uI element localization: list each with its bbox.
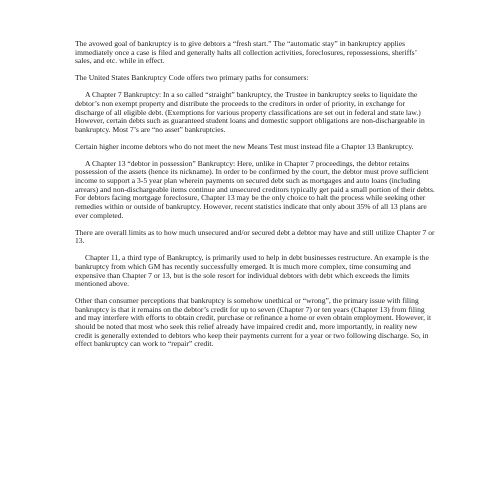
paragraph-means-test: Certain higher income debtors who do not meet the new Means Test must instead file a Chapter 13 Bankruptcy. xyxy=(75,141,414,151)
paragraph-chapter-11: Chapter 11, a third type of Bankruptcy, is primarily used to help in debt businesses restructure. An example is the bankruptcy from which GM has recently successfully emerged. It is much more complex, time consuming and expensive than Chapter 7 or 13, but is the sole resort for individual debtors with debt which exceeds the limits mentioned above. xyxy=(75,253,429,289)
paragraph-chapter-13: A Chapter 13 “debtor in possession” Bankruptcy: Here, unlike in Chapter 7 proceedings, the debtor retains possession of the assets (hence its nickname). In order to be confirmed by the court, the debtor must prove sufficient income to support a 3-5 year plan wherein payments on secured debt such as mortgages and auto loans (including arrears) and non-dischargeable items continue and unsecured creditors typically get paid a small portion of their debts. For debtors facing mortgage foreclosure, Chapter 13 may be the only choice to halt the process while seeking other remedies within or outside of bankruptcy. However, recent statistics indicate that only about 35% of all 13 plans are ever completed. xyxy=(75,158,435,220)
paragraph-two-paths: The United States Bankruptcy Code offers two primary paths for consumers: xyxy=(75,73,309,83)
paragraph-fresh-start: The avowed goal of bankruptcy is to give debtors a “fresh start.” The “automatic stay” in bankruptcy applies immediately once a case is filed and generally halts all collection activities, foreclosures, repossessions, sheriffs’ sales, and etc. while in effect. xyxy=(75,39,417,66)
paragraph-credit-impact: Other than consumer perceptions that bankruptcy is somehow unethical or “wrong”, the primary issue with filing bankruptcy is that it remains on the debtor’s credit for up to seven (Chapter 7) or ten years (Chapter 13) from filing and may interfere with efforts to obtain credit, purchase or refinance a home or even obtain employment. However, it should be noted that most who seek this relief already have impaired credit and, more importantly, in reality new credit is generally extended to debtors who keep their payments current for a year or two following discharge. So, in effect bankruptcy can work to “repair” credit. xyxy=(75,296,432,349)
document-body xyxy=(75,40,435,357)
paragraph-chapter-7: A Chapter 7 Bankruptcy: In a so called “straight” bankruptcy, the Trustee in bankruptcy seeks to liquidate the debtor’s non exempt property and distribute the proceeds to the creditors in order of priority, in exchange for discharge of all eligible debt. (Exemptions for various property classifications are set out in federal and state law.) However, certain debts such as guaranteed student loans and domestic support obligations are non-dischargeable in bankruptcy. Most 7’s are “no asset” bankruptcies. xyxy=(75,90,425,134)
paragraph-debt-limits: There are overall limits as to how much unsecured and/or secured debt a debtor may have and still utilize Chapter 7 or 13. xyxy=(75,227,435,246)
